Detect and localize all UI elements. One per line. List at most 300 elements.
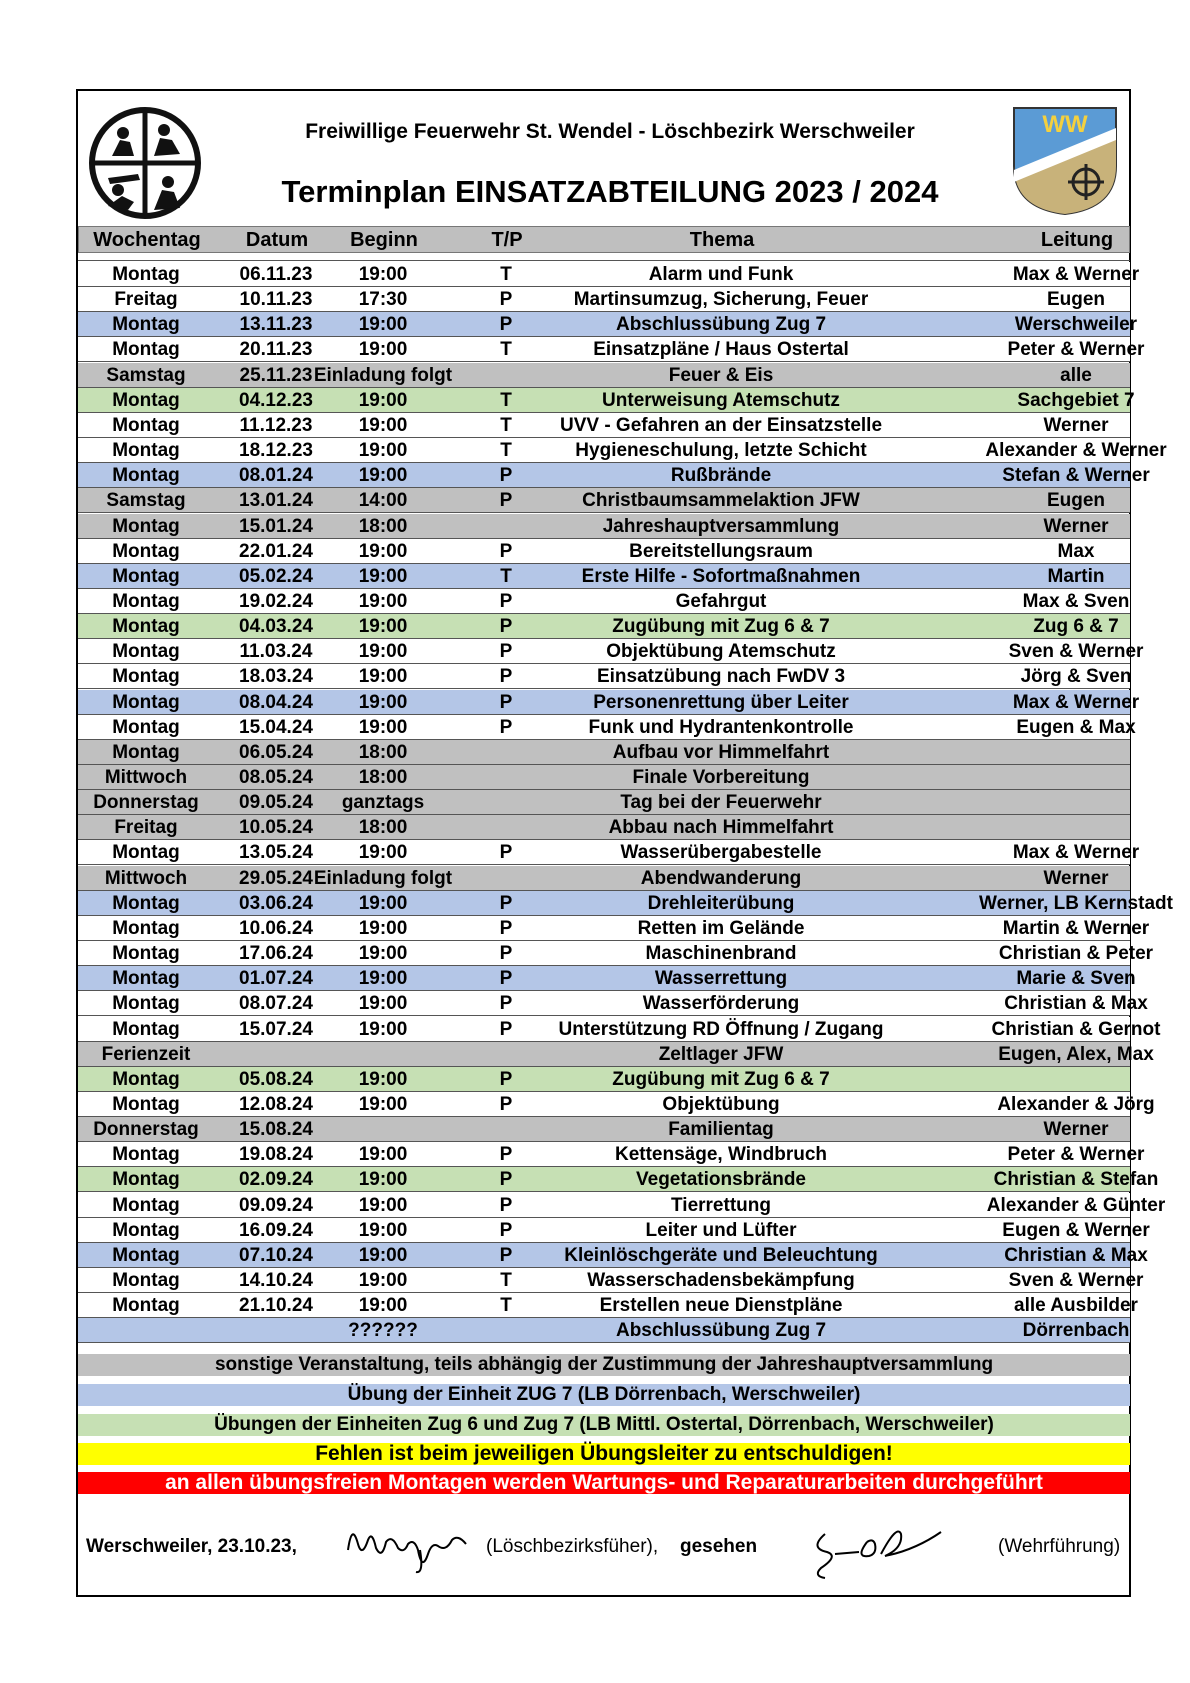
table-row <box>78 690 1140 715</box>
weekday-cell: Samstag <box>106 490 186 512</box>
table-row <box>78 664 1130 689</box>
lead-cell: Werner <box>1043 414 1109 436</box>
topic-cell: Jahreshauptversammlung <box>602 515 840 537</box>
date-cell: 04.03.24 <box>239 616 313 638</box>
tp-cell: T <box>500 339 512 361</box>
weekday-cell: Montag <box>112 1169 180 1191</box>
lead-cell: Max <box>1057 540 1095 562</box>
weekday-cell: Montag <box>112 1093 180 1115</box>
topic-cell: Drehleiterübung <box>647 892 795 914</box>
start-cell: 19:00 <box>358 892 408 914</box>
legend-yellow: Fehlen ist beim jeweiligen Übungsleiter zu entschuldigen! <box>78 1443 1130 1465</box>
place-date: Werschweiler, 23.10.23, <box>86 1536 297 1557</box>
table-row <box>78 463 1150 488</box>
table-row <box>78 287 1130 312</box>
start-cell: 19:00 <box>358 565 408 587</box>
table-row <box>78 589 1130 614</box>
weekday-cell: Mittwoch <box>104 767 188 788</box>
weekday-cell: Montag <box>112 1244 180 1266</box>
start-cell: 19:00 <box>358 1219 408 1241</box>
topic-cell: Abbau nach Himmelfahrt <box>608 817 834 839</box>
lead-cell: Peter & Werner <box>1007 1144 1145 1166</box>
lead-cell: Werner <box>1043 515 1109 537</box>
date-cell: 05.08.24 <box>239 1068 313 1090</box>
weekday-cell: Donnerstag <box>93 1119 199 1141</box>
start-cell: 19:00 <box>358 540 408 562</box>
date-cell: 20.11.23 <box>239 339 313 361</box>
table-row <box>78 916 1150 941</box>
start-cell: 19:00 <box>358 666 408 688</box>
lead-cell: Zug 6 & 7 <box>1033 616 1119 638</box>
weekday-cell: Montag <box>112 1194 180 1216</box>
lead-cell: Max & Werner <box>1012 264 1140 285</box>
table-row <box>78 564 1130 589</box>
date-cell: 22.01.24 <box>239 540 313 562</box>
weekday-cell: Donnerstag <box>93 792 199 814</box>
topic-cell: Unterweisung Atemschutz <box>602 389 840 411</box>
start-cell: Einladung folgt <box>313 867 453 889</box>
col-start: Beginn <box>350 229 418 251</box>
topic-cell: Martinsumzug, Sicherung, Feuer <box>573 289 869 311</box>
weekday-cell: Ferienzeit <box>101 1043 191 1065</box>
topic-cell: Hygieneschulung, letzte Schicht <box>575 440 867 461</box>
lead-cell: Werner, LB Kernstadt <box>979 892 1173 914</box>
table-row <box>78 514 1130 539</box>
organization-name: Freiwillige Feuerwehr St. Wendel - Löschbezirk Werschweiler <box>305 120 915 143</box>
lead-cell: Dörrenbach <box>1022 1320 1130 1342</box>
weekday-cell: Samstag <box>106 364 186 386</box>
lead-cell: Eugen <box>1046 289 1106 311</box>
date-cell: 06.05.24 <box>239 741 313 763</box>
start-cell: ganztags <box>341 792 425 814</box>
topic-cell: Abschlussübung Zug 7 <box>615 1320 827 1342</box>
lead-cell: Eugen, Alex, Max <box>998 1043 1154 1065</box>
weekday-cell: Freitag <box>114 289 178 311</box>
role-loeschbezirksfuehrer: (Löschbezirksfüher), <box>486 1536 659 1557</box>
tp-cell: P <box>499 490 513 512</box>
col-lead: Leitung <box>1040 229 1114 251</box>
legend-green: Übungen der Einheiten Zug 6 und Zug 7 (LB Mittl. Ostertal, Dörrenbach, Werschweiler) <box>78 1414 1130 1436</box>
table-row <box>78 1067 1130 1092</box>
tp-cell: P <box>499 540 513 562</box>
date-cell: 13.05.24 <box>239 842 313 864</box>
weekday-cell: Montag <box>112 264 180 285</box>
weekday-cell: Montag <box>112 565 180 587</box>
tp-cell: P <box>499 1244 513 1266</box>
table-row <box>78 639 1144 664</box>
table-row <box>78 1017 1161 1042</box>
signature-wehrfuehrung <box>805 1514 945 1584</box>
lead-cell: Sven & Werner <box>1008 1270 1144 1291</box>
lead-cell: alle Ausbilder <box>1014 1295 1138 1317</box>
lead-cell: Martin <box>1047 565 1105 587</box>
table-row <box>78 363 1130 388</box>
tp-cell: P <box>499 1194 513 1216</box>
topic-cell: Tierrettung <box>671 1194 771 1216</box>
table-row <box>78 1042 1154 1067</box>
date-cell: 18.12.23 <box>239 440 313 461</box>
tp-cell: P <box>499 591 513 612</box>
table-row <box>78 413 1130 438</box>
date-cell: 02.09.24 <box>239 1169 313 1191</box>
weekday-cell: Montag <box>112 540 180 562</box>
topic-cell: Leiter und Lüfter <box>645 1219 797 1241</box>
lead-cell: Max & Werner <box>1012 691 1140 713</box>
table-row <box>78 1268 1144 1293</box>
date-cell: 18.03.24 <box>239 666 313 688</box>
tp-cell: P <box>499 1169 513 1191</box>
date-cell: 06.11.23 <box>239 264 313 285</box>
date-cell: 10.06.24 <box>239 917 313 939</box>
lead-cell: Eugen & Max <box>1016 716 1136 738</box>
table-row <box>78 715 1136 740</box>
topic-cell: Unterstützung RD Öffnung / Zugang <box>558 1018 884 1040</box>
start-cell: 19:00 <box>358 465 408 487</box>
table-row <box>78 337 1145 362</box>
start-cell: 18:00 <box>358 767 408 788</box>
signature-loeschbezirksfuehrer <box>342 1514 472 1576</box>
tp-cell: P <box>499 943 513 964</box>
lead-cell: Christian & Stefan <box>993 1169 1159 1191</box>
start-cell: 19:00 <box>358 440 408 461</box>
table-row <box>78 1243 1148 1268</box>
start-cell: 19:00 <box>358 1169 408 1191</box>
topic-cell: Rußbrände <box>670 465 772 487</box>
topic-cell: Einsatzpläne / Haus Ostertal <box>593 339 849 361</box>
weekday-cell: Montag <box>112 1144 180 1166</box>
start-cell: 18:00 <box>358 817 408 839</box>
crest-letters: WW <box>1042 111 1088 138</box>
tp-cell: T <box>500 1270 512 1291</box>
weekday-cell: Montag <box>112 1219 180 1241</box>
legend-red: an allen übungsfreien Montagen werden Wartungs- und Reparaturarbeiten durchgeführt <box>78 1472 1130 1494</box>
start-cell: 19:00 <box>358 1068 408 1090</box>
date-cell: 15.08.24 <box>239 1119 313 1141</box>
date-cell: 08.01.24 <box>239 465 313 487</box>
start-cell: 18:00 <box>358 741 408 763</box>
topic-cell: Abendwanderung <box>640 867 802 889</box>
lead-cell: Max & Werner <box>1012 842 1140 864</box>
lead-cell: Max & Sven <box>1022 591 1130 612</box>
start-cell: 19:00 <box>358 917 408 939</box>
tp-cell: T <box>500 389 512 411</box>
lead-cell: Jörg & Sven <box>1020 666 1132 688</box>
tp-cell: P <box>499 1018 513 1040</box>
weekday-cell: Montag <box>112 1295 180 1317</box>
tp-cell: P <box>499 289 513 311</box>
table-row <box>78 1318 1130 1343</box>
topic-cell: Einsatzübung nach FwDV 3 <box>596 666 846 688</box>
table-row <box>78 765 1130 790</box>
start-cell: 19:00 <box>358 339 408 361</box>
tp-cell: P <box>499 968 513 990</box>
date-cell: 15.07.24 <box>239 1018 313 1040</box>
date-cell: 10.05.24 <box>239 817 313 839</box>
topic-cell: Objektübung <box>662 1093 780 1115</box>
start-cell: 19:00 <box>358 389 408 411</box>
start-cell: 19:00 <box>358 591 408 612</box>
tp-cell: P <box>499 465 513 487</box>
lead-cell: Christian & Max <box>1004 993 1148 1015</box>
tp-cell: P <box>499 691 513 713</box>
table-row <box>78 1167 1159 1192</box>
table-row <box>78 488 1130 513</box>
table-row <box>78 262 1140 287</box>
date-cell: 25.11.23 <box>239 364 313 386</box>
tp-cell: P <box>499 716 513 738</box>
lead-cell: Werner <box>1043 1119 1109 1141</box>
start-cell: 18:00 <box>358 515 408 537</box>
weekday-cell: Montag <box>112 741 180 763</box>
tp-cell: T <box>500 440 512 461</box>
tp-cell: P <box>499 842 513 864</box>
date-cell: 16.09.24 <box>239 1219 313 1241</box>
topic-cell: Zugübung mit Zug 6 & 7 <box>612 616 830 638</box>
lead-cell: Alexander & Jörg <box>997 1093 1155 1115</box>
date-cell: 08.05.24 <box>239 767 313 788</box>
table-row <box>78 1193 1166 1218</box>
topic-cell: Erste Hilfe - Sofortmaßnahmen <box>581 565 861 587</box>
topic-cell: Wasserrettung <box>654 968 788 990</box>
topic-cell: Gefahrgut <box>675 591 767 612</box>
start-cell: 19:00 <box>358 1144 408 1166</box>
topic-cell: Vegetationsbrände <box>636 1169 806 1191</box>
tp-cell: T <box>500 1295 512 1317</box>
topic-cell: UVV - Gefahren an der Einsatzstelle <box>559 414 883 436</box>
start-cell: 19:00 <box>358 414 408 436</box>
weekday-cell: Montag <box>112 339 180 361</box>
lead-cell: Christian & Peter <box>998 943 1154 964</box>
topic-cell: Funk und Hydrantenkontrolle <box>588 716 854 738</box>
date-cell: 09.09.24 <box>239 1194 313 1216</box>
weekday-cell: Montag <box>112 943 180 964</box>
col-topic: Thema <box>689 229 755 251</box>
start-cell: 19:00 <box>358 314 408 336</box>
tp-cell: P <box>499 1219 513 1241</box>
date-cell: 07.10.24 <box>239 1244 313 1266</box>
table-row <box>78 866 1130 891</box>
start-cell: 19:00 <box>358 1194 408 1216</box>
header-spacer <box>78 253 1130 261</box>
date-cell: 17.06.24 <box>239 943 313 964</box>
col-tp: T/P <box>491 229 523 251</box>
tp-cell: P <box>499 641 513 663</box>
start-cell: 14:00 <box>358 490 408 512</box>
start-cell: 19:00 <box>358 616 408 638</box>
start-cell: 19:00 <box>358 716 408 738</box>
weekday-cell: Montag <box>112 1068 180 1090</box>
table-row <box>78 1218 1150 1243</box>
date-cell: 11.03.24 <box>239 641 313 663</box>
start-cell: 19:00 <box>358 691 408 713</box>
weekday-cell: Freitag <box>114 817 178 839</box>
table-row <box>78 891 1173 916</box>
table-row <box>78 1142 1145 1167</box>
table-row <box>78 740 1130 765</box>
lead-cell: Martin & Werner <box>1002 917 1150 939</box>
start-cell: 19:00 <box>358 993 408 1015</box>
date-cell: 13.11.23 <box>239 314 313 336</box>
weekday-cell: Montag <box>112 993 180 1015</box>
table-row <box>78 1092 1155 1117</box>
tp-cell: P <box>499 993 513 1015</box>
date-cell: 13.01.24 <box>239 490 313 512</box>
weekday-cell: Montag <box>112 892 180 914</box>
date-cell: 05.02.24 <box>239 565 313 587</box>
table-row <box>78 790 1130 815</box>
weekday-cell: Montag <box>112 968 180 990</box>
weekday-cell: Montag <box>112 842 180 864</box>
table-row <box>78 312 1138 337</box>
weekday-cell: Montag <box>112 1018 180 1040</box>
topic-cell: Tag bei der Feuerwehr <box>620 792 822 814</box>
weekday-cell: Montag <box>112 515 180 537</box>
col-weekday: Wochentag <box>93 229 201 251</box>
topic-cell: Alarm und Funk <box>648 264 794 285</box>
start-cell: 19:00 <box>358 264 408 285</box>
table-row <box>78 539 1130 564</box>
table-header <box>78 226 1130 253</box>
weekday-cell: Montag <box>112 917 180 939</box>
page-title: Terminplan EINSATZABTEILUNG 2023 / 2024 <box>281 174 939 209</box>
tp-cell: P <box>499 616 513 638</box>
date-cell: 21.10.24 <box>239 1295 313 1317</box>
legend-blue: Übung der Einheit ZUG 7 (LB Dörrenbach, Werschweiler) <box>78 1384 1130 1406</box>
lead-cell: Christian & Max <box>1004 1244 1148 1266</box>
lead-cell: Alexander & Günter <box>986 1194 1166 1216</box>
seen-label: gesehen <box>680 1536 758 1557</box>
start-cell: 19:00 <box>358 1270 408 1291</box>
topic-cell: Wasserschadensbekämpfung <box>587 1270 855 1291</box>
lead-cell: Stefan & Werner <box>1002 465 1150 487</box>
topic-cell: Personenrettung über Leiter <box>593 691 849 713</box>
date-cell: 08.07.24 <box>239 993 313 1015</box>
topic-cell: Wasserförderung <box>642 993 800 1015</box>
table-row <box>78 815 1130 840</box>
weekday-cell: Montag <box>112 314 180 336</box>
tp-cell: P <box>499 666 513 688</box>
lead-cell: Sven & Werner <box>1008 641 1144 663</box>
date-cell: 12.08.24 <box>239 1093 313 1115</box>
topic-cell: Zeltlager JFW <box>658 1043 784 1065</box>
start-cell: 19:00 <box>358 1244 408 1266</box>
table-row <box>78 941 1154 966</box>
start-cell: ?????? <box>348 1320 418 1342</box>
lead-cell: Eugen <box>1046 490 1106 512</box>
start-cell: 17:30 <box>358 289 408 311</box>
weekday-cell: Montag <box>112 414 180 436</box>
tp-cell: P <box>499 1144 513 1166</box>
lead-cell: Christian & Gernot <box>991 1018 1161 1040</box>
weekday-cell: Montag <box>112 389 180 411</box>
date-cell: 15.01.24 <box>239 515 313 537</box>
weekday-cell: Montag <box>112 465 180 487</box>
lead-cell: Alexander & Werner <box>985 440 1167 461</box>
topic-cell: Finale Vorbereitung <box>632 767 810 788</box>
tp-cell: P <box>499 314 513 336</box>
tp-cell: T <box>500 565 512 587</box>
lead-cell: Peter & Werner <box>1007 339 1145 361</box>
start-cell: 19:00 <box>358 943 408 964</box>
topic-cell: Zugübung mit Zug 6 & 7 <box>612 1068 830 1090</box>
table-row <box>78 840 1140 865</box>
topic-cell: Familientag <box>668 1119 774 1141</box>
table-row <box>78 388 1135 413</box>
start-cell: 19:00 <box>358 1093 408 1115</box>
table-row <box>78 991 1148 1016</box>
lead-cell: Werschweiler <box>1014 314 1138 336</box>
lead-cell: Marie & Sven <box>1016 968 1136 990</box>
weekday-cell: Montag <box>112 691 180 713</box>
weekday-cell: Montag <box>112 716 180 738</box>
table-row <box>78 1293 1138 1318</box>
topic-cell: Feuer & Eis <box>668 364 774 386</box>
topic-cell: Abschlussübung Zug 7 <box>615 314 827 336</box>
topic-cell: Aufbau vor Himmelfahrt <box>612 741 830 763</box>
topic-cell: Kleinlöschgeräte und Beleuchtung <box>564 1244 878 1266</box>
date-cell: 19.08.24 <box>239 1144 313 1166</box>
role-wehrfuehrung: (Wehrführung) <box>998 1536 1121 1557</box>
topic-cell: Bereitstellungsraum <box>629 540 813 562</box>
tp-cell: T <box>500 414 512 436</box>
start-cell: 19:00 <box>358 1295 408 1317</box>
topic-cell: Kettensäge, Windbruch <box>614 1144 827 1166</box>
legend-gray: sonstige Veranstaltung, teils abhängig der Zustimmung der Jahreshauptversammlung <box>78 1354 1130 1376</box>
start-cell: 19:00 <box>358 842 408 864</box>
tp-cell: P <box>499 892 513 914</box>
col-date: Datum <box>245 229 309 251</box>
weekday-cell: Mittwoch <box>104 867 188 889</box>
topic-cell: Retten im Gelände <box>637 917 805 939</box>
lead-cell: Eugen & Werner <box>1002 1219 1150 1241</box>
date-cell: 11.12.23 <box>239 414 313 436</box>
date-cell: 14.10.24 <box>239 1270 313 1291</box>
topic-cell: Christbaumsammelaktion JFW <box>582 490 860 512</box>
date-cell: 19.02.24 <box>239 591 313 612</box>
date-cell: 08.04.24 <box>239 691 313 713</box>
tp-cell: P <box>499 917 513 939</box>
tp-cell: P <box>499 1093 513 1115</box>
fire-department-emblem-icon <box>88 106 202 220</box>
lead-cell: Sachgebiet 7 <box>1017 389 1135 411</box>
lead-cell: alle <box>1060 364 1092 386</box>
date-cell: 09.05.24 <box>239 792 313 814</box>
topic-cell: Wasserübergabestelle <box>620 842 822 864</box>
tp-cell: P <box>499 1068 513 1090</box>
topic-cell: Erstellen neue Dienstpläne <box>599 1295 843 1317</box>
topic-cell: Objektübung Atemschutz <box>606 641 836 663</box>
municipal-crest-icon <box>1010 104 1120 218</box>
date-cell: 29.05.24 <box>239 867 313 889</box>
date-cell: 03.06.24 <box>239 892 313 914</box>
table-row <box>78 438 1167 463</box>
date-cell: 10.11.23 <box>239 289 313 311</box>
table-row <box>78 1117 1130 1142</box>
table-row <box>78 614 1130 639</box>
weekday-cell: Montag <box>112 1270 180 1291</box>
start-cell: 19:00 <box>358 641 408 663</box>
date-cell: 01.07.24 <box>239 968 313 990</box>
weekday-cell: Montag <box>112 616 180 638</box>
date-cell: 15.04.24 <box>239 716 313 738</box>
table-row <box>78 966 1136 991</box>
date-cell: 04.12.23 <box>239 389 313 411</box>
weekday-cell: Montag <box>112 440 180 461</box>
weekday-cell: Montag <box>112 666 180 688</box>
start-cell: Einladung folgt <box>313 364 453 386</box>
weekday-cell: Montag <box>112 591 180 612</box>
weekday-cell: Montag <box>112 641 180 663</box>
